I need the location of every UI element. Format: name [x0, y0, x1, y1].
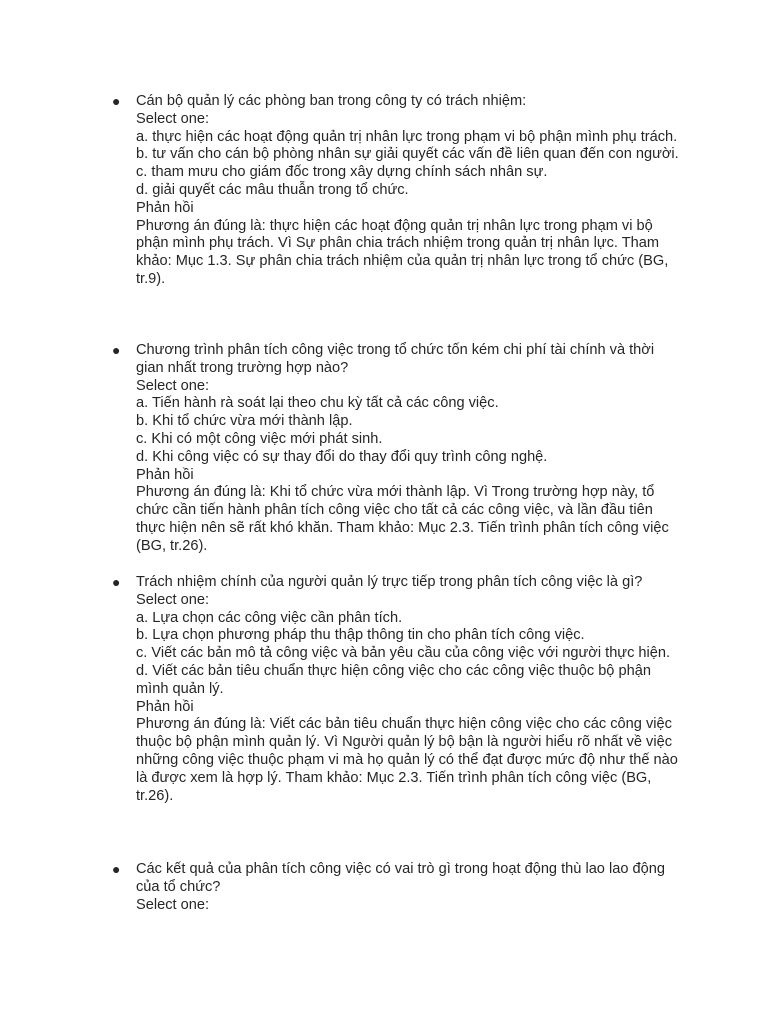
option-b: b. Lựa chọn phương pháp thu thập thông tin cho phân tích công việc.: [136, 627, 585, 644]
option-c: c. Khi có một công việc mới phát sinh.: [136, 430, 383, 447]
question-2: [112, 342, 684, 556]
option-b: b. tư vấn cho cán bộ phòng nhân sự giải quyết các vấn đề liên quan đến con người.: [136, 146, 679, 163]
option-c: c. Viết các bản mô tả công việc và bản yêu cầu của công việc với người thực hiện.: [136, 645, 671, 662]
bullet-icon: ●: [112, 861, 121, 877]
select-label: Select one:: [136, 896, 210, 913]
feedback-label: Phản hồi: [136, 199, 194, 216]
feedback-label: Phản hồi: [136, 466, 194, 483]
question-3: [112, 574, 684, 805]
select-label: Select one:: [136, 591, 210, 608]
option-a: a. Tiến hành rà soát lại theo chu kỳ tất cả các công việc.: [136, 395, 499, 412]
question-stem: Các kết quả của phân tích công việc có vai trò gì trong hoạt động thù lao lao động của tổ chức?: [136, 861, 665, 895]
question-stem: Cán bộ quản lý các phòng ban trong công ty có trách nhiệm:: [136, 93, 527, 109]
bullet-icon: ●: [112, 93, 121, 109]
bullet-icon: ●: [112, 574, 121, 590]
feedback-text: Phương án đúng là: Khi tổ chức vừa mới thành lập. Vì Trong trường hợp này, tổ chức cần tiến hành phân tích công việc cho tất cả các công việc, và lần đầu tiên thực hiện nên sẽ rất khó khăn. Tham khảo: Mục 2.3. Tiến trình phân tích công việc (BG, tr.26).: [136, 484, 669, 554]
feedback-text: Phương án đúng là: thực hiện các hoạt động quản trị nhân lực trong phạm vi bộ phận mình phụ trách. Vì Sự phân chia trách nhiệm trong quản trị nhân lực. Tham khảo: Mục 1.3. Sự phân chia trách nhiệm của quản trị nhân lực trong tổ chức (BG, tr.9).: [136, 217, 669, 287]
option-a: a. Lựa chọn các công việc cần phân tích.: [136, 609, 403, 626]
question-stem: Trách nhiệm chính của người quản lý trực tiếp trong phân tích công việc là gì?: [136, 574, 643, 590]
option-b: b. Khi tổ chức vừa mới thành lập.: [136, 413, 353, 430]
option-a: a. thực hiện các hoạt động quản trị nhân lực trong phạm vi bộ phận mình phụ trách.: [136, 128, 678, 145]
question-stem: Chương trình phân tích công việc trong tổ chức tốn kém chi phí tài chính và thời gian nhất trong trường hợp nào?: [136, 342, 655, 376]
bullet-icon: ●: [112, 342, 121, 358]
select-label: Select one:: [136, 110, 210, 127]
question-1: [112, 93, 684, 289]
option-c: c. tham mưu cho giám đốc trong xây dựng chính sách nhân sự.: [136, 164, 548, 181]
question-4: [112, 861, 684, 914]
option-d: d. Khi công việc có sự thay đổi do thay đổi quy trình công nghệ.: [136, 448, 548, 465]
select-label: Select one:: [136, 377, 210, 394]
feedback-text: Phương án đúng là: Viết các bản tiêu chuẩn thực hiện công việc cho các công việc thuộc bộ phận mình quản lý. Vì Người quản lý bộ bận là người hiểu rõ nhất về việc những công việc thuộc phạm vi mà họ quản lý có thể đạt được mức độ như thế nào là được xem là hợp lý. Tham khảo: Mục 2.3. Tiến trình phân tích công việc (BG, tr.26).: [136, 716, 678, 804]
feedback-label: Phản hồi: [136, 698, 194, 715]
option-d: d. Viết các bản tiêu chuẩn thực hiện công việc cho các công việc thuộc bộ phận mình quản lý.: [136, 662, 651, 697]
option-d: d. giải quyết các mâu thuẫn trong tổ chức.: [136, 181, 409, 198]
